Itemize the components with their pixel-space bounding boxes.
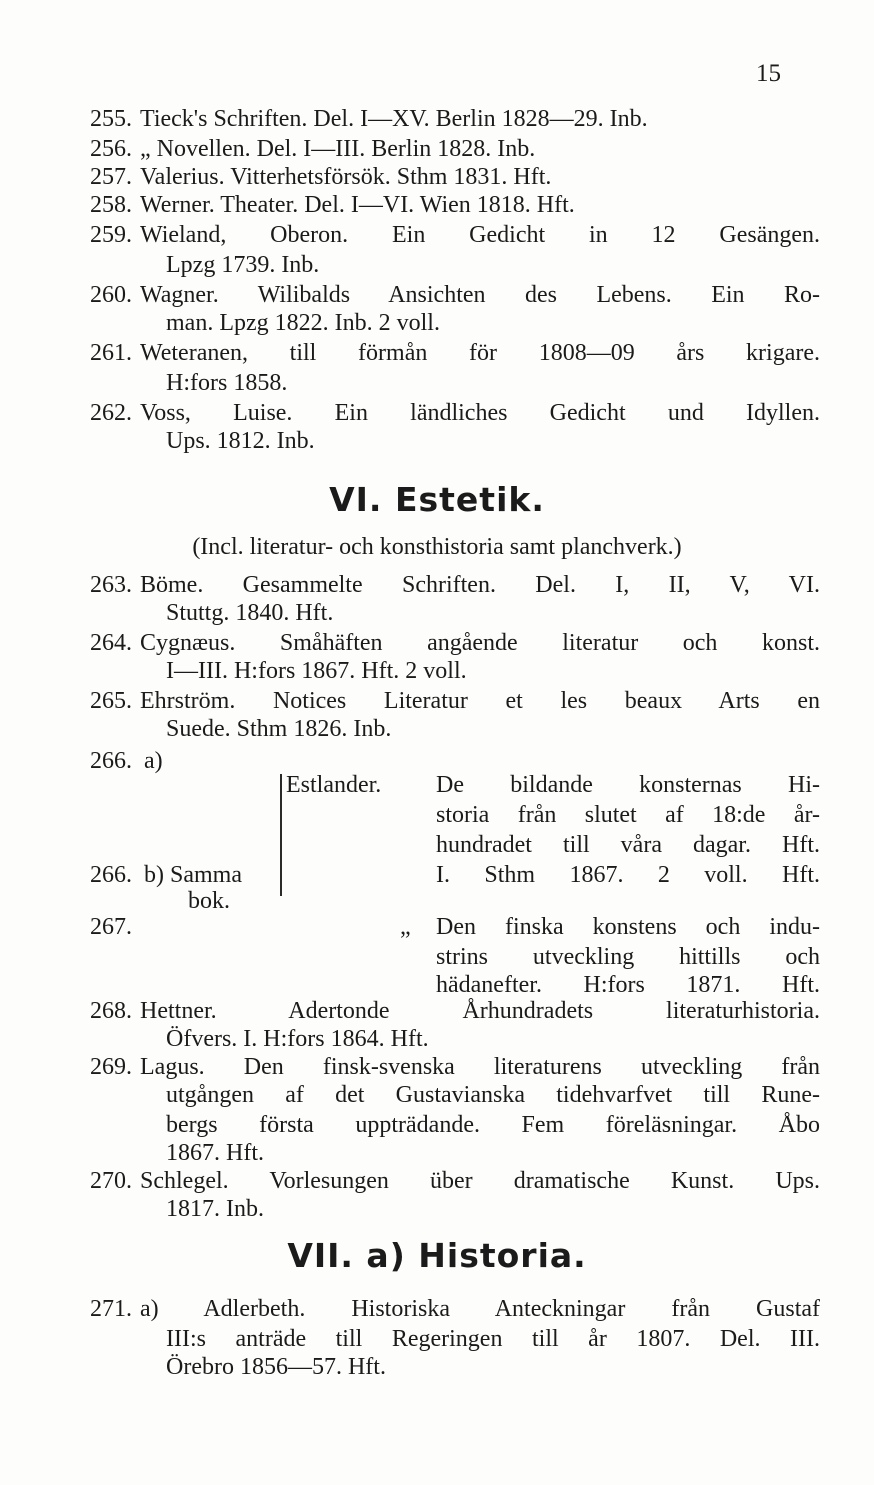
entry-line: Valerius. Vitterhetsförsök. Sthm 1831. Hft. [140, 164, 552, 190]
entry-line: Hettner. Adertonde Århundradets literaturhistoria. [140, 998, 820, 1024]
entry-line: Ups. 1812. Inb. [166, 428, 315, 454]
entry-line: Schlegel. Vorlesungen über dramatische Kunst. Ups. [140, 1168, 820, 1194]
entry-line: Weteranen, till förmån för 1808—09 års krigare. [140, 340, 820, 366]
entry-number: 259. [90, 222, 132, 248]
page-number: 15 [756, 60, 781, 87]
entry-line: a) Adlerbeth. Historiska Anteckningar från Gustaf [140, 1296, 820, 1322]
entry-line: I. Sthm 1867. 2 voll. Hft. [436, 862, 820, 888]
entry-line: Suede. Sthm 1826. Inb. [166, 716, 392, 742]
entry-line: utgången af det Gustavianska tidehvarfvet till Rune- [166, 1082, 820, 1108]
entry-line: hundradet till våra dagar. Hft. [436, 832, 820, 858]
entry-number: 263. [90, 572, 132, 598]
entry-line: 1817. Inb. [166, 1196, 264, 1222]
entry-number: 264. [90, 630, 132, 656]
entry-author: Estlander. [286, 772, 382, 798]
entry-line: Stuttg. 1840. Hft. [166, 600, 334, 626]
section-heading-estetik: VI. Estetik. [329, 480, 545, 519]
section-note-estetik: (Incl. literatur- och konsthistoria samt planchverk.) [192, 534, 682, 560]
entry-label-b-cont: bok. [188, 888, 230, 914]
entry-line: strins utveckling hittills och [436, 944, 820, 970]
entry-line: Wieland, Oberon. Ein Gedicht in 12 Gesängen. [140, 222, 820, 248]
entry-line: Wagner. Wilibalds Ansichten des Lebens. Ein Ro- [140, 282, 820, 308]
entry-line: bergs första uppträdande. Fem föreläsningar. Åbo [166, 1112, 820, 1138]
entry-number: 258. [90, 192, 132, 218]
entry-number: 267. [90, 914, 132, 940]
entry-line: Böme. Gesammelte Schriften. Del. I, II, V, VI. [140, 572, 820, 598]
entry-line: Cygnæus. Småhäften angående literatur och konst. [140, 630, 820, 656]
entry-line: man. Lpzg 1822. Inb. 2 voll. [166, 310, 440, 336]
entry-label-a: a) [144, 748, 163, 774]
entry-number: 266. [90, 748, 132, 774]
entry-line: III:s anträde till Regeringen till år 1807. Del. III. [166, 1326, 820, 1352]
entry-line: Voss, Luise. Ein ländliches Gedicht und Idyllen. [140, 400, 820, 426]
entry-number: 265. [90, 688, 132, 714]
grouping-bracket [280, 774, 282, 896]
entry-line: Werner. Theater. Del. I—VI. Wien 1818. Hft. [140, 192, 575, 218]
entry-line: Lpzg 1739. Inb. [166, 252, 320, 278]
entry-line: Ehrström. Notices Literatur et les beaux Arts en [140, 688, 820, 714]
entry-number: 262. [90, 400, 132, 426]
entry-number: 268. [90, 998, 132, 1024]
entry-number: 261. [90, 340, 132, 366]
entry-line: storia från slutet af 18:de år- [436, 802, 820, 828]
entry-line: „ Novellen. Del. I—III. Berlin 1828. Inb. [140, 136, 536, 162]
entry-line: I—III. H:fors 1867. Hft. 2 voll. [166, 658, 467, 684]
entry-line: Lagus. Den finsk-svenska literaturens utveckling från [140, 1054, 820, 1080]
entry-line: Den finska konstens och indu- [436, 914, 820, 940]
entry-number: 255. [90, 106, 132, 132]
entry-number: 269. [90, 1054, 132, 1080]
entry-line: 1867. Hft. [166, 1140, 264, 1166]
entry-line: De bildande konsternas Hi- [436, 772, 820, 798]
entry-line: H:fors 1858. [166, 370, 288, 396]
entry-number: 257. [90, 164, 132, 190]
ditto-mark: „ [400, 914, 411, 940]
section-heading-historia: VII. a) Historia. [287, 1236, 587, 1275]
entry-line: hädanefter. H:fors 1871. Hft. [436, 972, 820, 998]
entry-number: 260. [90, 282, 132, 308]
entry-label-b: b) Samma [144, 862, 242, 888]
entry-line: Örebro 1856—57. Hft. [166, 1354, 386, 1380]
entry-number: 266. [90, 862, 132, 888]
entry-number: 270. [90, 1168, 132, 1194]
entry-line: Tieck's Schriften. Del. I—XV. Berlin 1828—29. Inb. [140, 106, 648, 132]
entry-number: 271. [90, 1296, 132, 1322]
entry-line: Öfvers. I. H:fors 1864. Hft. [166, 1026, 429, 1052]
entry-number: 256. [90, 136, 132, 162]
